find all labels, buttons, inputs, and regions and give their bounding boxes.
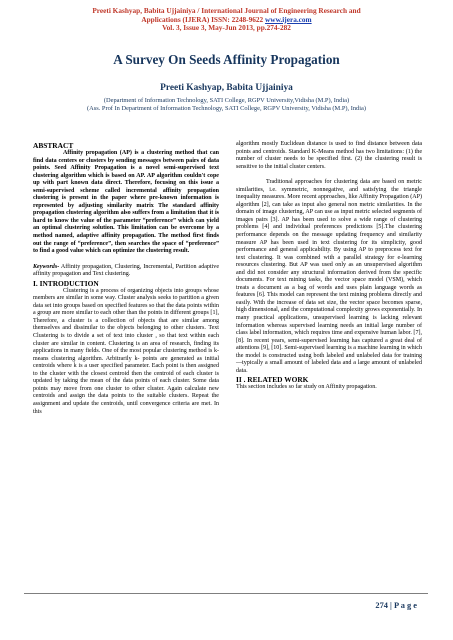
keywords-label: Keywords- [33,263,60,270]
related-work-heading: II . RELATED WORK [236,375,309,385]
page-number: 274 | P a g e [375,601,417,610]
affiliation-1: (Department of Information Technology, SATI College, RGPV University,Vidisha (M.P), India) [103,97,350,104]
related-work-paragraph-1: This section includes so far study on Affinity propagation. [236,384,377,391]
introduction-paragraph-1: Clustering is a process of organizing objects into groups whose members are similar in some way. Cluster analysis seeks to partition a given data set into groups based on specified features so that the data points within a group are more similar to each other than the points in different groups [1], Therefore, a cluster is a collection of objects that are similar among themselves and dissimilar to the objects belonging to other clusters. Text Clustering is to divide a set of text into cluster , so that text within each cluster are similar in content. Clustering is an area of research, finding its applications in many fields. One of the most popular clustering method is k-means clustering algorithm. Arbitrarily k- points are generated as initial centroids where k is a user specified parameter. Each point is then assigned to the cluster with the closest centroid then the centroid of each cluster is updated by taking the mean of the data points of each cluster. Some data points may move from one cluster to other cluster. Again calculate new centroids and assign the data points to the suitable clusters. Repeat the assignment and update the centroids, until convergence criteria are met. In this [33,287,219,415]
paper-title: A Survey On Seeds Affinity Propagation [113,52,340,67]
right-column-paragraph-1: algorithm mostly Euclidean distance is used to find distance between data points and centroids. Standard K-Means method has two limitations: (1) the number of cluster needs to be specified first. (2) the clustering result is sensitive to the initial cluster centers. [236,141,422,170]
affiliation-2: (Ass. Prof In Department of Information Technology, SATI College, RGPV University, Vidisha (M.P), India) [87,105,366,112]
right-column-paragraph-2: Traditional approaches for clustering data are based on metric similarities, i.e. symmetric, nonnegative, and satisfying the triangle inequality measures. More recent approaches, like Affinity Propagation (AP) algorithm [2], can take as input also general non metric similarities. In the domain of image clustering, AP can use as input metric selected segments of images pairs [3]. AP has been used to solve a wide range of clustering problems [4] and individual preferences predictions [5].The clustering performance depends on the message updating frequency and similarity measure AP has been used in text clustering for its simplicity, good performance and general applicability. By using AP to preprocess text for text clustering. It was combined with a parallel strategy for e-learning resources clustering. But AP was used only as an unsupervised algorithm and did not consider any structural information derived from the specific documents. For text mining tasks, the vector space model (VSM), which treats a document as a bag of words and uses plain language words as features [6]. This model can represent the text mining problems directly and easily. With the increase of data set size, the vector space becomes sparse, high dimensional, and the computational complexity grows exponentially. In many practical applications, unsupervised learning is lacking relevant information whereas supervised learning needs an initial large number of class label information, which requires time and expensive human labor. [7], [8]. In recent years, semi-supervised learning has captured a great deal of attentions [9], [10]. Semi-supervised learning is a machine learning in which the model is constructed using both labeled and unlabeled data for training—typically a small amount of labeled data and a large amount of unlabeled data. [236,179,422,374]
introduction-heading: I. INTRODUCTION [33,278,99,288]
journal-issn: Applications (IJERA) ISSN: 2248-9622 [141,14,264,24]
journal-header-line-3: Vol. 3, Issue 3, May-Jun 2013, pp.274-282 [162,23,291,33]
journal-website-link[interactable]: www.ijera.com [265,14,312,24]
journal-header-line-1: Preeti Kashyap, Babita Ujjainiya / International Journal of Engineering Research and [92,6,361,15]
keywords-text: Affinity propagation, Clustering, Incremental, Partition adaptive affinity propagation and Text clustering. [33,263,219,278]
keywords-paragraph [33,264,219,279]
left-column [33,141,219,416]
abstract-heading: ABSTRACT [33,141,74,150]
footer-divider [24,593,428,594]
abstract-text: Affinity propagation (AP) is a clustering method that can find data centers or clusters by sending messages between pairs of data points. Seed Affinity Propagation is a novel semi-supervised text clustering algorithm which is based on AP. AP algorithm couldn't cope up with part known data direct. Therefore, focusing on this issue a semi-supervised scheme called incremental affinity propagation clustering is present in the paper where pre-known information is represented by adjusting similarity matrix The standard affinity propagation clustering algorithm also suffers from a limitation that it is hard to know the value of the parameter “preference” which can yield an optimal clustering solution. This limitation can be overcome by a method named, adaptive affinity propagation. The method first finds out the range of “preference”, then searches the space of “preference” to find a good value which can optimize the clustering result. [33,150,219,255]
paper-authors: Preeti Kashyap, Babita Ujjainiya [160,83,293,93]
right-column [236,141,422,392]
journal-header [30,7,423,33]
